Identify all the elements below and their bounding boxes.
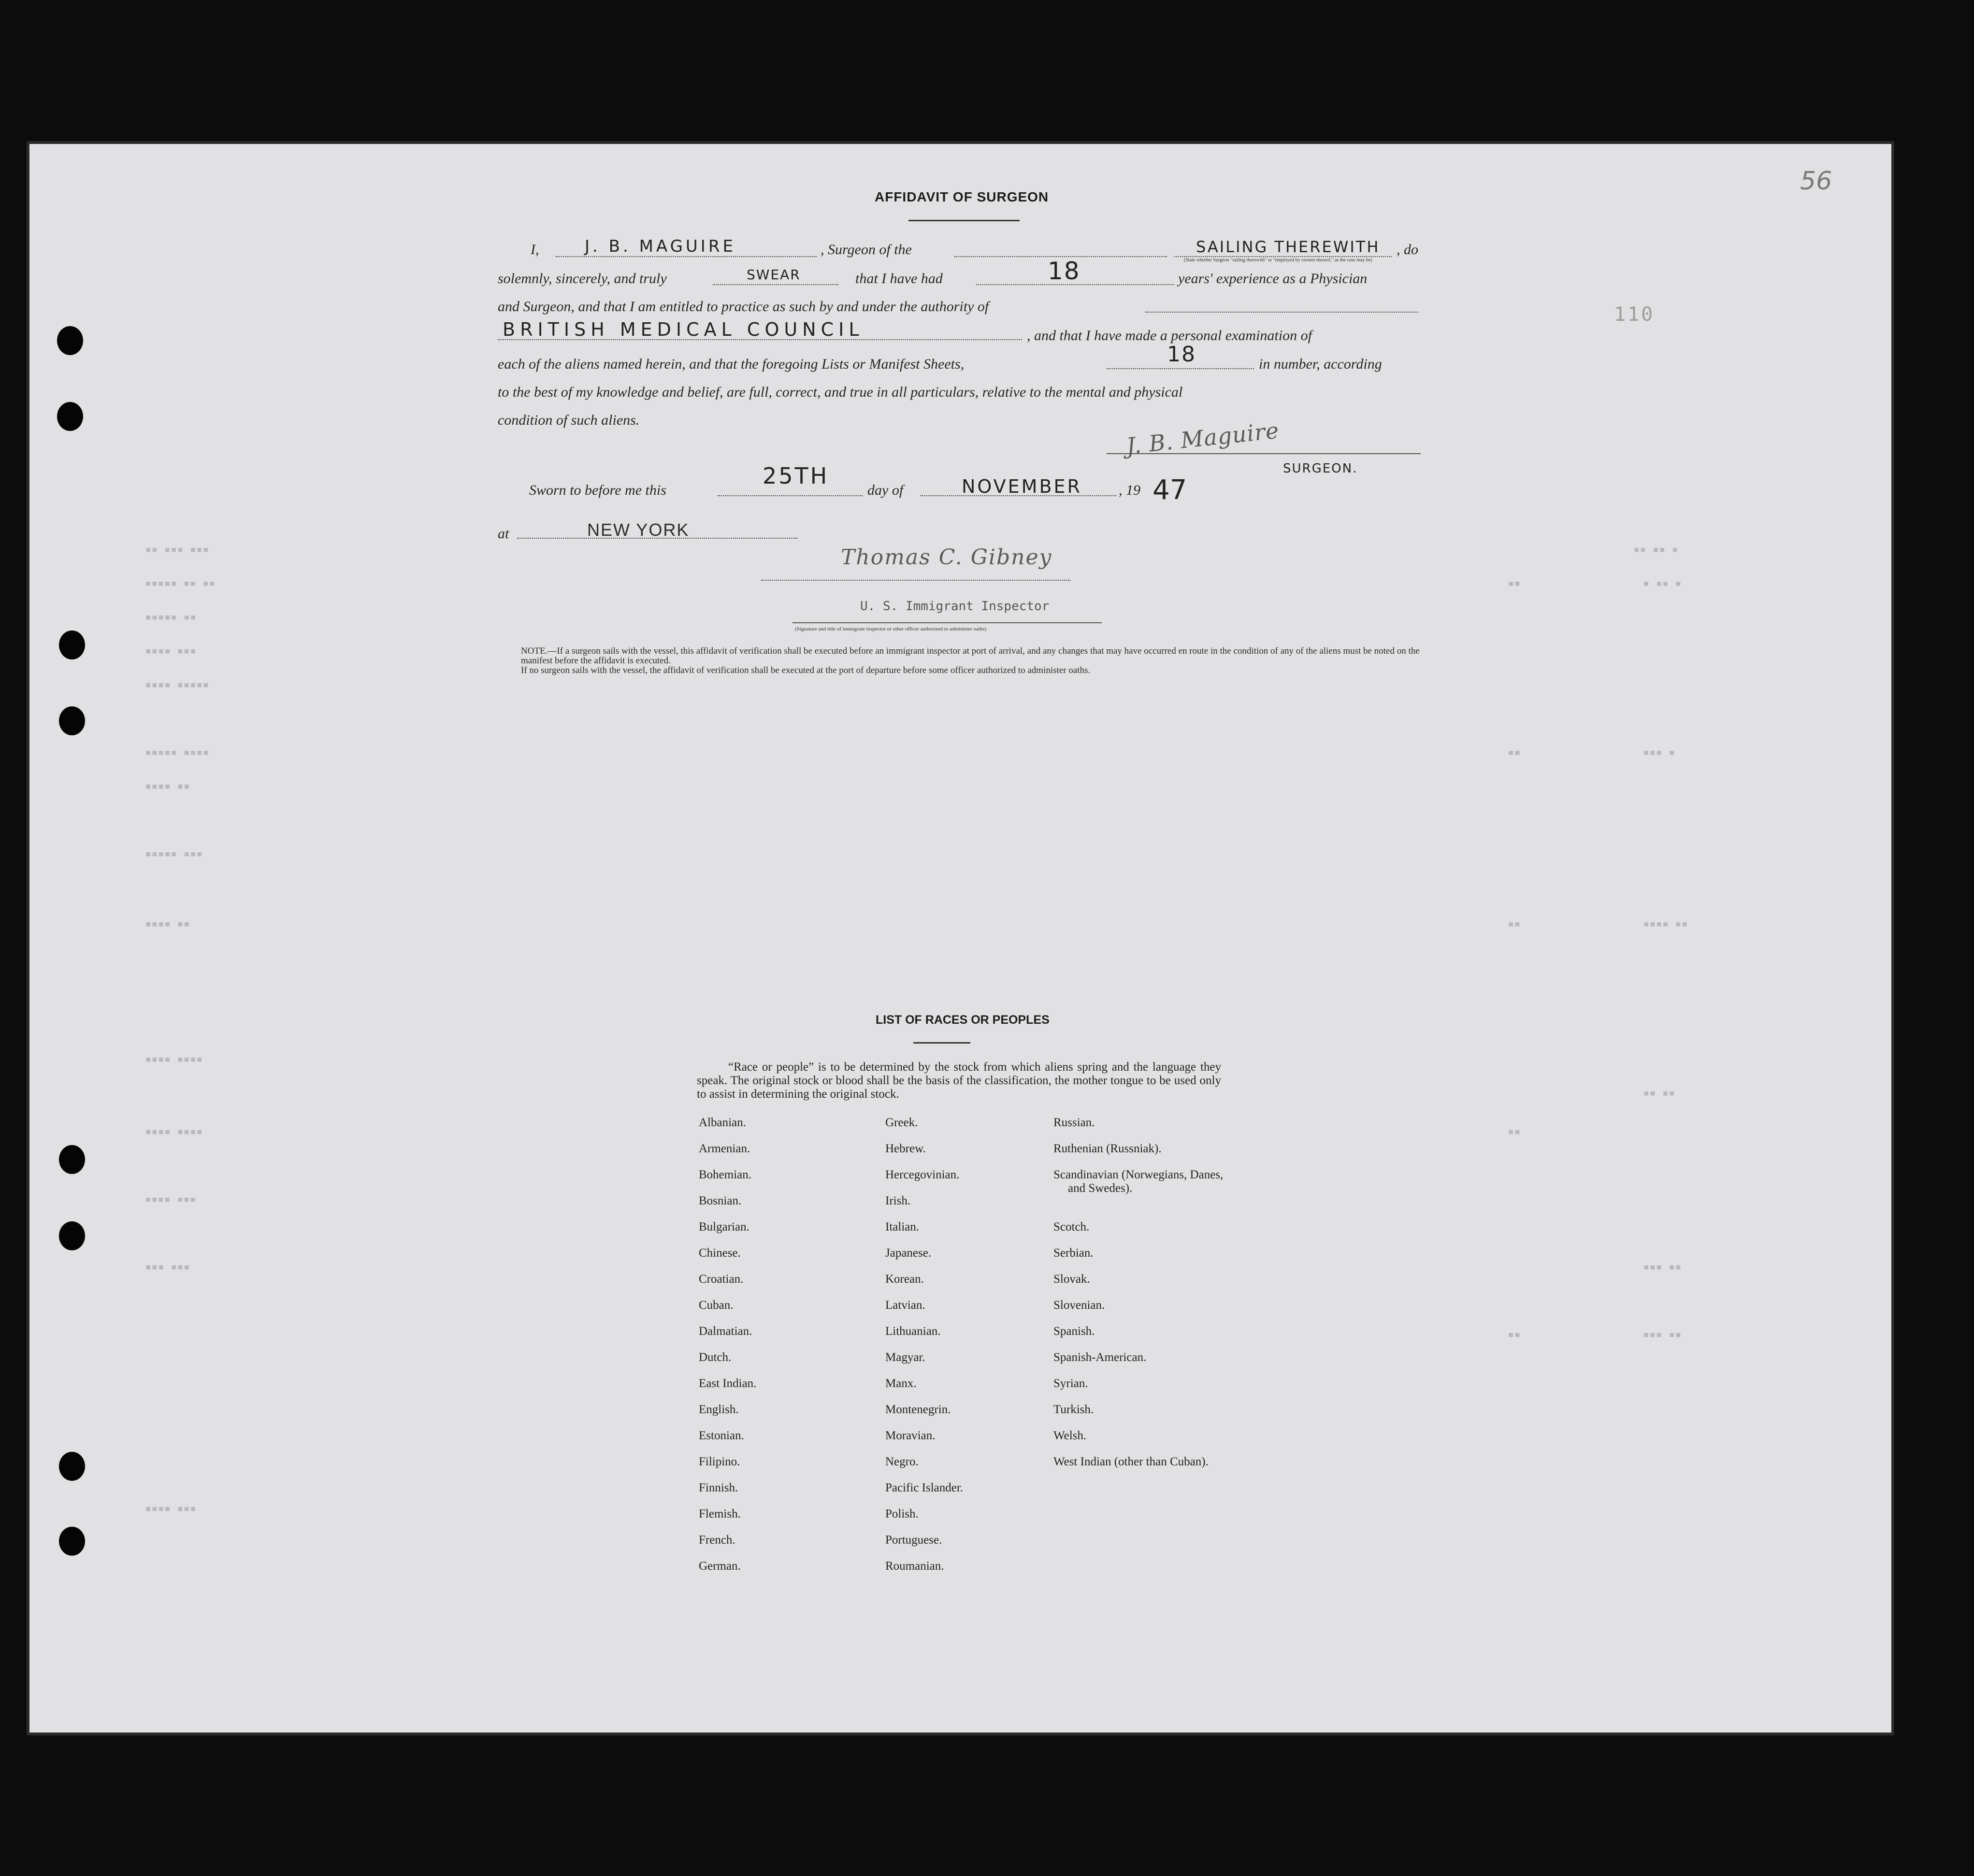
affidavit-line6: to the best of my knowledge and belief, are full, correct, and true in all particulars, relative to the mental and physical <box>498 384 1183 400</box>
race-item: German. <box>699 1560 741 1573</box>
affidavit-line3: and Surgeon, and that I am entitled to practice as such by and under the authority of <box>498 299 989 315</box>
race-item: Irish. <box>885 1194 911 1207</box>
races-column-3 <box>1053 1116 1237 1481</box>
affidavit-line2-mid: that I have had <box>855 271 943 286</box>
place: NEW YORK <box>587 520 690 540</box>
race-item: Japanese. <box>885 1246 932 1260</box>
race-item: Serbian. <box>1053 1246 1094 1260</box>
races-title-underline <box>913 1042 970 1044</box>
race-item: Bulgarian. <box>699 1220 749 1233</box>
race-item: Bosnian. <box>699 1194 742 1207</box>
sheets-blank <box>1107 368 1254 369</box>
race-item: English. <box>699 1403 739 1416</box>
oath-word: SWEAR <box>747 267 801 283</box>
affidavit-line2-pre: solemnly, sincerely, and truly <box>498 271 667 286</box>
vessel-blank <box>1174 256 1392 257</box>
race-item: Portuguese. <box>885 1533 942 1547</box>
race-item: Russian. <box>1053 1116 1095 1129</box>
races-column-2 <box>885 1116 963 1586</box>
race-item: Cuban. <box>699 1299 734 1312</box>
authority-blank-a <box>1145 312 1418 313</box>
stamp-number: 110 <box>1614 303 1655 326</box>
affidavit-line1-pre: I, <box>531 242 539 258</box>
race-item: Syrian. <box>1053 1377 1088 1390</box>
race-item: Roumanian. <box>885 1560 944 1573</box>
race-item: Montenegrin. <box>885 1403 951 1416</box>
race-item: Estonian. <box>699 1429 744 1442</box>
race-item: Armenian. <box>699 1142 750 1155</box>
race-item: Welsh. <box>1053 1429 1087 1442</box>
years-experience: 18 <box>1048 257 1081 285</box>
page-number: 56 <box>1800 167 1832 196</box>
title-underline <box>908 220 1020 221</box>
affidavit-line1-post: , do <box>1397 242 1418 258</box>
race-item: Flemish. <box>699 1507 741 1520</box>
oath-blank <box>713 284 838 285</box>
sworn-pre: Sworn to before me this <box>529 482 666 498</box>
at-label: at <box>498 526 509 542</box>
race-item: Scandinavian (Norwegians, Danes, and Swedes). <box>1053 1168 1224 1195</box>
race-item: Polish. <box>885 1507 919 1520</box>
sworn-mid: day of <box>867 482 904 498</box>
race-item: Hebrew. <box>885 1142 926 1155</box>
race-item: Bohemian. <box>699 1168 752 1181</box>
race-item: West Indian (other than Cuban). <box>1053 1455 1209 1468</box>
punch-hole <box>59 1527 85 1556</box>
inspector-signature-line <box>761 580 1070 581</box>
affidavit-line5-post: in number, according <box>1259 356 1382 372</box>
inspector-caption: (Signature and title of immigrant inspector or other officer authorized to administer oaths) <box>795 626 987 632</box>
surgeon-name: J. B. MAGUIRE <box>585 237 736 256</box>
race-item: Scotch. <box>1053 1220 1090 1233</box>
vessel-status: SAILING THEREWITH <box>1196 238 1380 256</box>
inspector-title: U. S. Immigrant Inspector <box>860 599 1050 614</box>
inspector-title-line <box>792 622 1102 623</box>
race-item: Moravian. <box>885 1429 936 1442</box>
punch-hole <box>57 402 83 431</box>
surgeon-name-blank <box>556 256 817 257</box>
race-item: Lithuanian. <box>885 1325 941 1338</box>
affidavit-title: AFFIDAVIT OF SURGEON <box>875 189 1049 204</box>
authority: BRITISH MEDICAL COUNCIL <box>503 319 864 340</box>
race-item: Croatian. <box>699 1273 744 1286</box>
vessel-status-hint: (State whether Surgeon "sailing therewith" or "employed by owners thereof," as the case may be) <box>1184 258 1372 263</box>
races-column-1 <box>699 1116 756 1586</box>
race-item: Italian. <box>885 1220 920 1233</box>
race-item: Filipino. <box>699 1455 740 1468</box>
sworn-month: NOVEMBER <box>962 476 1082 497</box>
punch-hole <box>59 630 85 659</box>
race-item: Slovenian. <box>1053 1299 1105 1312</box>
race-item: Dutch. <box>699 1351 732 1364</box>
race-item: Dalmatian. <box>699 1325 752 1338</box>
affidavit-line5-pre: each of the aliens named herein, and that the foregoing Lists or Manifest Sheets, <box>498 356 965 372</box>
note-line2: If no surgeon sails with the vessel, the affidavit of verification shall be executed at the port of departure before some officer authorized to administer oaths. <box>521 665 1091 675</box>
punch-hole <box>59 1221 85 1250</box>
punch-hole <box>59 1145 85 1174</box>
race-item: Pacific Islander. <box>885 1481 964 1494</box>
sworn-year: 47 <box>1153 474 1187 506</box>
race-item: Chinese. <box>699 1246 741 1260</box>
race-item: French. <box>699 1533 735 1547</box>
sheets-count: 18 <box>1167 342 1196 367</box>
race-item: Finnish. <box>699 1481 738 1494</box>
race-item: Albanian. <box>699 1116 746 1129</box>
race-item: Hercegovinian. <box>885 1168 960 1181</box>
race-item: Negro. <box>885 1455 919 1468</box>
race-item: Turkish. <box>1053 1403 1094 1416</box>
race-item: Slovak. <box>1053 1273 1090 1286</box>
note-line1: NOTE.—If a surgeon sails with the vessel, this affidavit of verification shall be executed before an immigrant inspector at port of arrival, and any changes that may have occurred en route in the condition of any of the aliens must be noted on the manifest before the affidavit is executed. <box>521 646 1420 666</box>
sworn-day: 25TH <box>763 463 829 489</box>
inspector-signature: Thomas C. Gibney <box>841 545 1052 570</box>
affidavit-line1-mid: , Surgeon of the <box>821 242 912 258</box>
race-item: Greek. <box>885 1116 918 1129</box>
punch-hole <box>59 1452 85 1481</box>
races-title: LIST OF RACES OR PEOPLES <box>876 1013 1050 1027</box>
affidavit-line4-post: , and that I have made a personal examination of <box>1027 328 1312 344</box>
affidavit-line7: condition of such aliens. <box>498 412 640 428</box>
affidavit-line2-post: years' experience as a Physician <box>1178 271 1368 286</box>
race-item: Spanish-American. <box>1053 1351 1147 1364</box>
race-item: Ruthenian (Russniak). <box>1053 1142 1162 1155</box>
surgeon-label: SURGEON. <box>1283 461 1358 476</box>
race-item: Manx. <box>885 1377 917 1390</box>
race-item: Latvian. <box>885 1299 925 1312</box>
day-blank <box>718 495 863 496</box>
race-item: Magyar. <box>885 1351 925 1364</box>
surgeon-signature: J. B. Maguire <box>1125 417 1281 459</box>
race-item: Spanish. <box>1053 1325 1095 1338</box>
punch-hole <box>57 326 83 355</box>
sworn-year-prefix: , 19 <box>1119 482 1140 498</box>
race-item: Korean. <box>885 1273 924 1286</box>
punch-hole <box>59 706 85 735</box>
affidavit-note <box>521 646 1420 675</box>
race-item: East Indian. <box>699 1377 757 1390</box>
races-intro: “Race or people” is to be determined by the stock from which aliens spring and the language they speak. The original stock or blood shall be the basis of the classification, the mother tongue to be used only to assist in determining the original stock. <box>697 1060 1221 1101</box>
